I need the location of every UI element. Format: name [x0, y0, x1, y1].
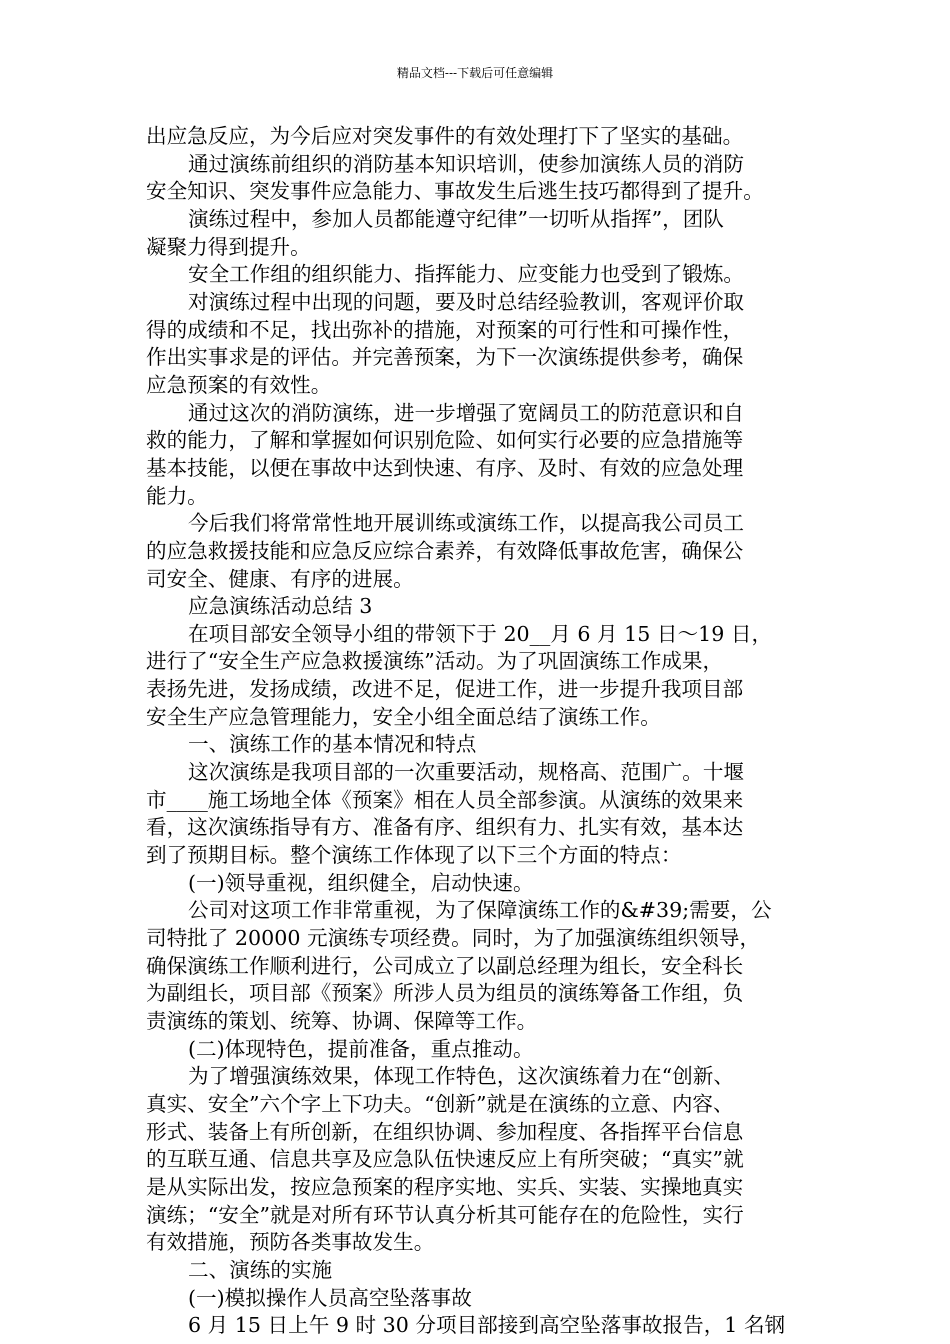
text-line	[146, 289, 810, 317]
text-line-content: 对演练过程中出现的问题，要及时总结经验教训，客观评价取	[188, 289, 745, 314]
text-line	[146, 483, 810, 511]
text-line	[146, 1285, 810, 1313]
text-line-content: 有效措施，预防各类事故发生。	[146, 1230, 435, 1255]
text-line-content: 二、演练的实施	[188, 1257, 333, 1282]
text-line	[146, 1257, 810, 1285]
text-line	[146, 261, 810, 289]
text-line-content: 为副组长，项目部《预案》所涉人员为组员的演练筹备工作组，负	[146, 981, 744, 1006]
text-line	[146, 704, 810, 732]
text-line-content: 一、演练工作的基本情况和特点	[188, 732, 477, 757]
text-line	[146, 953, 810, 981]
document-body	[146, 123, 810, 1340]
text-line	[146, 621, 810, 649]
text-line-content: (一)领导重视，组织健全，启动快速。	[188, 870, 534, 895]
text-line	[146, 1091, 810, 1119]
text-line	[146, 1008, 810, 1036]
text-line	[146, 593, 810, 621]
text-line-content: 为了增强演练效果，体现工作特色，这次演练着力在“创新、	[188, 1064, 734, 1089]
text-line	[146, 344, 810, 372]
text-line	[146, 1119, 810, 1147]
text-line-content: 责演练的策划、统筹、协调、保障等工作。	[146, 1009, 538, 1033]
text-line	[146, 1036, 810, 1064]
text-line-content: 的互联互通、信息共享及应急队伍快速反应上有所突破；“真实”就	[146, 1147, 744, 1172]
text-line-content: 救的能力，了解和掌握如何识别危险、如何实行必要的应急措施等	[146, 428, 744, 453]
text-line	[146, 206, 810, 234]
text-line-content: 安全生产应急管理能力，安全小组全面总结了演练工作。	[146, 704, 661, 729]
text-line-content: 司特批了 20000 元演练专项经费。同时，为了加强演练组织领导，	[146, 926, 761, 951]
text-line-content: 演练；“安全”就是对所有环节认真分析其可能存在的危险性，实行	[146, 1202, 744, 1227]
text-line	[146, 455, 810, 483]
text-line	[146, 178, 810, 206]
text-line	[146, 372, 810, 400]
text-line-content: 演练过程中，参加人员都能遵守纪律”一切听从指挥”，团队	[188, 206, 724, 231]
text-line	[146, 1229, 810, 1257]
text-line	[146, 123, 810, 151]
text-line	[146, 897, 810, 925]
text-line	[146, 317, 810, 345]
text-line-content: 形式、装备上有所创新，在组织协调、参加程度、各指挥平台信息	[146, 1119, 744, 1144]
text-line-content: (一)模拟操作人员高空坠落事故	[188, 1285, 472, 1310]
text-line-content: 确保演练工作顺利进行，公司成立了以副总经理为组长，安全科长	[146, 953, 744, 978]
text-line	[146, 925, 810, 953]
text-line	[146, 731, 810, 759]
text-line-content: 通过演练前组织的消防基本知识培训，使参加演练人员的消防	[188, 151, 745, 176]
text-line	[146, 510, 810, 538]
text-line-content: 基本技能，以便在事故中达到快速、有序、及时、有效的应急处理	[146, 455, 744, 480]
text-line	[146, 1146, 810, 1174]
page-header: 精品文档---下载后可任意编辑	[396, 66, 554, 80]
text-line	[146, 814, 810, 842]
text-line-content: 得的成绩和不足，找出弥补的措施，对预案的可行性和可操作性，	[146, 317, 744, 342]
text-line-content: 今后我们将常常性地开展训练或演练工作，以提高我公司员工	[188, 511, 745, 536]
text-line	[146, 427, 810, 455]
text-line-content: 进行了“安全生产应急救援演练”活动。为了巩固演练工作成果，	[146, 649, 724, 674]
text-line-content: 应急演练活动总结 3	[188, 594, 373, 619]
text-line-content: 安全知识、突发事件应急能力、事故发生后逃生技巧都得到了提升。	[146, 179, 764, 204]
text-line-content: 作出实事求是的评估。并完善预案，为下一次演练提供参考，确保	[146, 345, 744, 370]
text-line	[146, 1063, 810, 1091]
text-line	[146, 400, 810, 428]
text-line	[146, 151, 810, 179]
text-line-content: 这次演练是我项目部的一次重要活动，规格高、范围广。十堰	[188, 760, 745, 785]
text-line-content: 的应急救援技能和应急反应综合素养，有效降低事故危害，确保公	[146, 538, 744, 563]
text-line-content: 出应急反应，为今后应对突发事件的有效处理打下了坚实的基础。	[146, 124, 744, 148]
text-line	[146, 1312, 810, 1340]
text-line-content: 应急预案的有效性。	[146, 372, 332, 397]
text-line-content: 看，这次演练指导有方、准备有序、组织有力、扎实有效，基本达	[146, 815, 744, 840]
text-line-content: 通过这次的消防演练，进一步增强了宽阔员工的防范意识和自	[188, 400, 745, 425]
text-line-content: 是从实际出发，按应急预案的程序实地、实兵、实装、实操地真实	[146, 1174, 744, 1199]
text-line-content: (二)体现特色，提前准备，重点推动。	[188, 1036, 534, 1061]
text-line-content: 到了预期目标。整个演练工作体现了以下三个方面的特点：	[146, 843, 682, 868]
text-line-content: 司安全、健康、有序的进展。	[146, 566, 414, 591]
text-line	[146, 648, 810, 676]
text-line-content: 能力。	[146, 483, 208, 508]
text-line	[146, 1202, 810, 1230]
text-line	[146, 980, 810, 1008]
text-line-content: 在项目部安全领导小组的带领下于 20__月 6 月 15 日～19 日，	[188, 621, 773, 646]
text-line	[146, 538, 810, 566]
text-line-content: 6 月 15 日上午 9 时 30 分项目部接到高空坠落事故报告，1 名钢	[188, 1313, 786, 1338]
text-line-content: 凝聚力得到提升。	[146, 234, 311, 259]
text-line-content: 真实、安全”六个字上下功夫。“创新”就是在演练的立意、内容、	[146, 1091, 734, 1116]
text-line	[146, 676, 810, 704]
text-line	[146, 842, 810, 870]
text-line-content: 安全工作组的组织能力、指挥能力、应变能力也受到了锻炼。	[188, 262, 745, 287]
text-line	[146, 234, 810, 262]
text-line	[146, 787, 810, 815]
text-line-content: 公司对这项工作非常重视，为了保障演练工作的&#39;需要，公	[188, 898, 772, 923]
text-line-content: 表扬先进，发扬成绩，改进不足，促进工作，进一步提升我项目部	[146, 677, 744, 702]
text-line	[146, 870, 810, 898]
text-line-content: 市____施工场地全体《预案》相在人员全部参演。从演练的效果来	[146, 787, 744, 812]
text-line	[146, 1174, 810, 1202]
text-line	[146, 759, 810, 787]
text-line	[146, 566, 810, 594]
